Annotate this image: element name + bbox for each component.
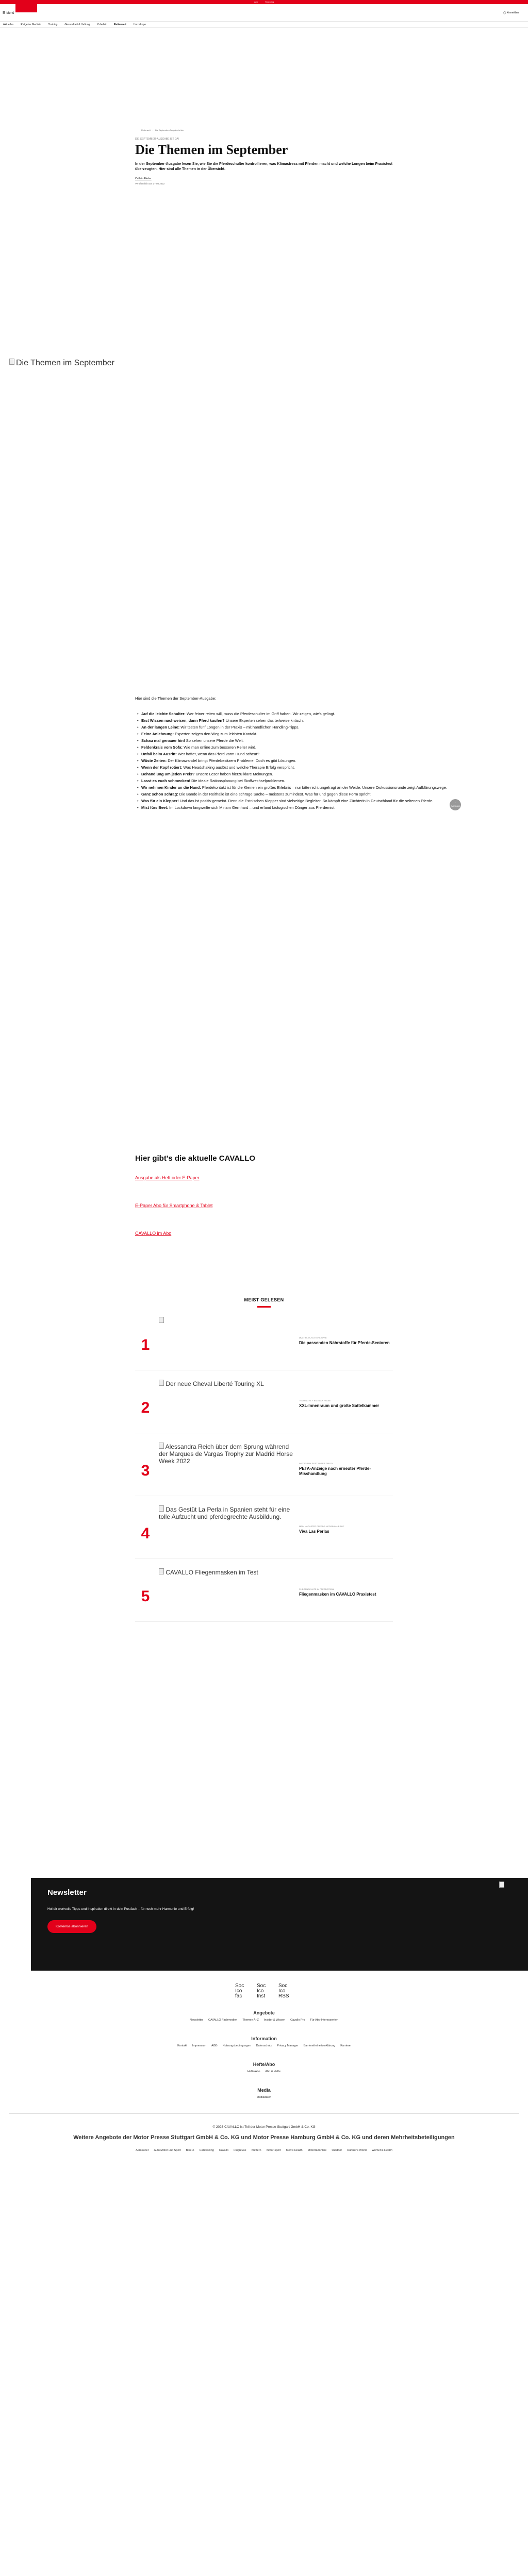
nav-item-zubehoer[interactable]: Zubehör (97, 23, 107, 26)
most-read-title: MEIST GELESEN (135, 1297, 393, 1308)
footer-info-link[interactable]: Kontakt (177, 2044, 187, 2047)
article-thumbnail[interactable] (156, 1504, 295, 1551)
other-offers-title: Weitere Angebote der Motor Presse Stuttgart GmbH & Co. KG und Motor Presse Hamburg GmbH & Co. KG und deren Mehrheitsbeteiligungen (73, 2134, 455, 2141)
topic-title: Feldenkrais vom Sofa: (141, 745, 183, 750)
cta-link-abo[interactable]: CAVALLO im Abo (135, 1231, 172, 1236)
newsletter-text: Hol dir wertvolle Tipps und Inspiration direkt in dein Postfach – für noch mehr Harmonie und Erfolg! (47, 1907, 194, 1911)
most-read-text (295, 1316, 390, 1346)
footer-brand-link[interactable]: Klettern (251, 2149, 261, 2153)
footer-brand-link[interactable]: Men's Health (286, 2149, 303, 2153)
broken-image-icon (159, 1443, 164, 1449)
topic-text: Was Headshaking auslöst und welche Therapie Erfolg verspricht. (182, 765, 295, 770)
broken-image-icon (159, 1317, 164, 1323)
footer-info-link[interactable]: Impressum (192, 2044, 206, 2047)
nav-item-reiterwelt[interactable]: Reiterwelt (113, 23, 126, 26)
nav-item-gesundheit-haltung[interactable]: Gesundheit & Haltung (64, 23, 90, 26)
nav-item-ratgeber-medizin[interactable]: Ratgeber Medizin (21, 23, 41, 26)
newsletter-subscribe-button[interactable]: Kostenlos abonnieren (47, 1920, 96, 1933)
topic-title: Schau mal genauer hin! (141, 738, 185, 743)
info-links (0, 2044, 528, 2047)
top-link-abo[interactable]: Abo (254, 1, 258, 3)
scroll-to-top-button[interactable] (450, 799, 461, 810)
topic-title: Mist fürs Beet: (141, 805, 169, 810)
most-read-section (135, 1297, 393, 1622)
cta-title: Hier gibt's die aktuelle CAVALLO (135, 1154, 256, 1163)
most-read-title[interactable]: PETA-Anzeige nach erneuter Pferde-Misshandlung (299, 1466, 371, 1477)
menu-label: Menü (6, 11, 14, 15)
footer-hefte-link[interactable]: Hefte/Abo (247, 2070, 260, 2073)
facebook-icon[interactable]: Soc Ico fac (235, 1984, 244, 1999)
rank-number: 5 (141, 1588, 150, 1605)
footer-brand-link[interactable]: Women's Health (371, 2149, 392, 2153)
topic-text: Die ideale Rationsplanung bei Stoffwechselproblemen. (190, 778, 285, 783)
rss-icon[interactable]: Soc Ico RSS (278, 1984, 289, 1999)
topic-title: Wüste Zeiten: (141, 758, 167, 763)
topic-title: Wir nehmen Kinder an die Hand: (141, 785, 201, 790)
info-title: Information (251, 2036, 277, 2041)
newsletter-title: Newsletter (47, 1888, 87, 1897)
footer-brand-link[interactable]: Cavallo (219, 2149, 229, 2153)
cavallo-logo[interactable] (15, 4, 37, 12)
footer-info-link[interactable]: Privacy Manager (277, 2044, 299, 2047)
topic-text: Die Bande in der Reithalle ist eine schräge Sache – meistens zumindest. Was für und gegen diese Form spricht. (178, 792, 372, 796)
broken-image-icon (159, 1380, 164, 1386)
footer (0, 1984, 528, 2152)
topic-text: Experten zeigen den Weg zum leichten Kontakt. (174, 732, 258, 736)
menu-button[interactable] (3, 11, 14, 15)
topic-item (135, 758, 455, 764)
footer-info-link[interactable]: Datenschutz (256, 2044, 272, 2047)
most-read-item[interactable] (135, 1308, 393, 1370)
rank-number: 1 (141, 1336, 150, 1353)
footer-info-link[interactable]: Barrierefreiheitserklärung (303, 2044, 336, 2047)
footer-brand-link[interactable]: Flugrevue (234, 2149, 246, 2153)
article-thumbnail[interactable] (156, 1567, 295, 1614)
topic-text: Wer haftet, wenn das Pferd vorm Hund scheut? (176, 752, 259, 756)
topic-text: Unsere Experten sehen das teilweise kritisch. (224, 718, 304, 723)
cta-link-heft[interactable]: Ausgabe als Heft oder E-Paper (135, 1175, 200, 1180)
nav-item-aktuelles[interactable]: Aktuelles (3, 23, 14, 26)
most-read-kicker: TOURING XL + BIG TACK ROOM (299, 1399, 331, 1402)
most-read-item[interactable] (135, 1433, 393, 1496)
media-title: Media (257, 2088, 271, 2093)
topic-title: Was für ein Klepper! (141, 799, 179, 803)
broken-image-icon (9, 359, 14, 365)
topic-text: Pferdekontakt ist für die Kleinen ein großes Erlebnis – nur bitte nicht ungefragt an der Weide. Unsere Diskussionsrunde zeigt Aufklärungswege. (201, 785, 447, 790)
footer-offer-link[interactable]: Insider & Wissen (263, 2019, 286, 2022)
footer-info-link[interactable]: Karriere (340, 2044, 351, 2047)
footer-brand-link[interactable]: Bike X (186, 2149, 194, 2153)
article-kicker: DIE SEPTEMBER-AUSGABE IST DA! (135, 138, 179, 141)
topic-title: Unfall beim Ausritt: (141, 752, 177, 756)
footer-brand-link[interactable]: Auto Motor und Sport (154, 2149, 181, 2153)
footer-brand-link[interactable]: Outdoor (332, 2149, 342, 2153)
article-intro: Hier sind die Themen der September-Ausgabe: (135, 696, 217, 701)
topic-text: Wir testen fünf Longen in der Praxis – mit handlichen Handling-Tipps. (179, 725, 300, 730)
media-links (0, 2096, 528, 2099)
hefte-section (0, 2062, 528, 2073)
article-lead: In der September-Ausgabe lesen Sie, wie Sie die Pferdeschulter kontrollieren, was Klimastress mit Pferden macht und welche Longen beim Praxistest überzeugten. Hier sind alle Themen in der Übersicht. (135, 162, 393, 171)
rank-number: 4 (141, 1525, 150, 1542)
article-thumbnail[interactable] (156, 1316, 295, 1362)
most-read-item[interactable] (135, 1370, 393, 1433)
breadcrumb-item[interactable]: Reiterwelt (141, 129, 151, 131)
most-read-text (295, 1504, 390, 1534)
top-links (254, 0, 274, 4)
breadcrumb-item: Die September-Ausgabe ist da (155, 129, 184, 131)
cta-link-epaper[interactable]: E-Paper Abo für Smartphone & Tablet (135, 1203, 213, 1208)
footer-info-link[interactable]: Nutzungsbedingungen (222, 2044, 251, 2047)
topic-item (135, 791, 455, 798)
footer-offer-link[interactable]: Cavallo Pro (290, 2019, 305, 2022)
topic-text: Wer feiner reiten will, muss die Pferdeschulter im Griff haben. Wir zeigen, wie's gelingt. (185, 711, 335, 716)
footer-offer-link[interactable]: CAVALLO Fachmedien (208, 2019, 238, 2022)
topic-text: Im Lockdown langweilte sich Miriam Gernhard – und erfand biologischen Dünger aus Pferdemist. (168, 805, 336, 810)
most-read-item[interactable] (135, 1559, 393, 1622)
most-read-kicker: FLIEGENSCHUTZ IM PFERDESTALL (299, 1588, 335, 1590)
most-read-item[interactable] (135, 1496, 393, 1559)
topic-title: Erst Wissen nachweisen, dann Pferd kaufen? (141, 718, 225, 723)
scroll-top-label: CAVALLO (451, 805, 460, 807)
breadcrumb (135, 129, 393, 131)
info-section (0, 2036, 528, 2047)
user-icon: ◯ (503, 11, 506, 14)
nav-item-training[interactable]: Training (48, 23, 58, 26)
footer-brand-link[interactable]: Runner's World (347, 2149, 367, 2153)
topic-item (135, 738, 455, 744)
hero-image (9, 359, 519, 647)
topic-title: Ganz schön schräg: (141, 792, 178, 796)
topic-item (135, 765, 455, 771)
header (0, 4, 528, 22)
thumbnail-alt: Das Gestüt La Perla in Spanien steht für eine tolle Aufzucht und pferdegrechte Ausbildung. (159, 1506, 290, 1520)
footer-brand-link[interactable]: Caravaning (199, 2149, 214, 2153)
thumbnail-alt: Der neue Cheval Liberté Touring XL (164, 1380, 264, 1387)
cta-section (135, 1154, 393, 1259)
topic-text: Wie man online zum besseren Reiter wird. (183, 745, 257, 750)
social-links (0, 1984, 528, 2006)
topic-item (135, 805, 455, 811)
topic-item (135, 744, 455, 751)
footer-brand-link[interactable]: motor-sport (266, 2149, 281, 2153)
topic-item (135, 798, 455, 804)
media-section (0, 2088, 528, 2099)
top-link-shopping[interactable]: Shopping (265, 1, 274, 3)
chevron-up-icon: ^ (455, 801, 456, 804)
footer-offer-link[interactable]: Für Abo-Interessenten (310, 2019, 338, 2022)
most-read-text (295, 1379, 390, 1409)
topic-title: Feine Anlehnung: (141, 732, 174, 736)
copyright: © 2026 CAVALLO ist Teil der Motor Presse Stuttgart GmbH & Co. KG (212, 2125, 316, 2129)
footer-brand-link[interactable]: Aerokurier (136, 2149, 149, 2153)
rank-number: 3 (141, 1462, 150, 1479)
rank-number: 2 (141, 1399, 150, 1416)
article-thumbnail[interactable] (156, 1379, 295, 1425)
nav-item-horoskope[interactable]: Horoskope (133, 23, 146, 26)
topic-item (135, 778, 455, 784)
published-date: Veröffentlicht am 17.08.2022 (135, 182, 165, 185)
topic-title: Behandlung um jeden Preis? (141, 772, 195, 776)
topic-item (135, 751, 455, 757)
article-thumbnail[interactable] (156, 1442, 295, 1488)
most-read-title[interactable]: Die passenden Nährstoffe für Pferde-Senioren (299, 1341, 390, 1345)
topic-item (135, 711, 455, 717)
broken-image-icon (159, 1568, 164, 1574)
offer-links (0, 2019, 528, 2022)
topic-item (135, 731, 455, 737)
topic-text: Unsere Leser haben hierzu klare Meinungen. (194, 772, 273, 776)
topic-text: Und das ist positiv gemeint. Denn die Estnischen Klepper sind vielseitige Begleiter. So kämpft eine Züchterin in Deutschland für die seltenen Pferde. (178, 799, 434, 803)
topic-item (135, 718, 455, 724)
most-read-title[interactable]: Fliegenmasken im CAVALLO Praxistest (299, 1592, 376, 1597)
broken-image-icon (499, 1881, 507, 1889)
offers-title: Angebote (253, 2010, 275, 2015)
most-read-kicker: MEIN NÄCHSTER PFERDE-NATURKLAUB AUF (299, 1525, 344, 1528)
most-read-text (295, 1567, 390, 1597)
instagram-icon[interactable]: Soc Ico Inst (257, 1984, 266, 1999)
most-read-title[interactable]: XXL-Innenraum und große Sattelkammer (299, 1403, 380, 1408)
thumbnail-alt: CAVALLO Fliegenmasken im Test (164, 1569, 258, 1576)
author-link[interactable]: Cathrin Fleder (135, 177, 152, 180)
top-bar (0, 0, 528, 4)
most-read-kicker: INSTAGRAM-POST UNTER DRUCK (299, 1462, 333, 1465)
broken-image-icon (159, 1505, 164, 1512)
thumbnail-alt: Alessandra Reich über dem Sprung während der Marques de Vargas Trophy zur Madrid Horse Week 2022 (159, 1443, 293, 1465)
most-read-title[interactable]: Viva Las Perlas (299, 1529, 329, 1534)
footer-offer-link[interactable]: Newsletter (190, 2019, 203, 2022)
footer-offer-link[interactable]: Themen A–Z (242, 2019, 259, 2022)
footer-brand-link[interactable]: Motorradonline (307, 2149, 327, 2153)
footer-info-link[interactable]: AGB (211, 2044, 218, 2047)
main-nav (0, 22, 528, 28)
footer-hefte-link[interactable]: Abo & Hefte (265, 2070, 281, 2073)
topic-title: Wenn der Kopf rotiert: (141, 765, 183, 770)
most-read-text (295, 1442, 390, 1477)
topic-item (135, 724, 455, 731)
topic-title: Lasst es euch schmecken! (141, 778, 191, 783)
footer-divider (9, 2113, 519, 2114)
hefte-title: Hefte/Abo (253, 2062, 275, 2067)
topic-text: So sehen unsere Pferde die Welt. (185, 738, 244, 743)
newsletter-box (31, 1878, 528, 1971)
topic-title: Auf die leichte Schulter: (141, 711, 186, 716)
topic-item (135, 785, 455, 791)
ad-space (0, 28, 528, 105)
topic-item (135, 771, 455, 777)
hefte-links (0, 2070, 528, 2073)
login-label: Anmelden (507, 11, 519, 14)
most-read-list (135, 1308, 393, 1622)
footer-media-link[interactable]: Mediadaten (256, 2096, 272, 2099)
topics-list (135, 711, 455, 811)
chevron-right-icon: › (152, 129, 154, 131)
topic-text: Der Klimawandel bringt Pferdebesitzern Probleme. Doch es gibt Lösungen. (167, 758, 296, 763)
login-button[interactable] (503, 11, 519, 14)
brand-links (1, 2149, 527, 2152)
hamburger-icon: ☰ (3, 12, 6, 15)
offers-section (0, 2010, 528, 2022)
page-title: Die Themen im September (135, 142, 288, 157)
most-read-kicker: MULTIPLEX-FUTTERKRIPPE (299, 1336, 327, 1339)
article-body (135, 696, 460, 811)
hero-image-alt: Die Themen im September (16, 359, 114, 367)
topic-title: An der langen Leine: (141, 725, 180, 730)
article-header (135, 129, 393, 185)
